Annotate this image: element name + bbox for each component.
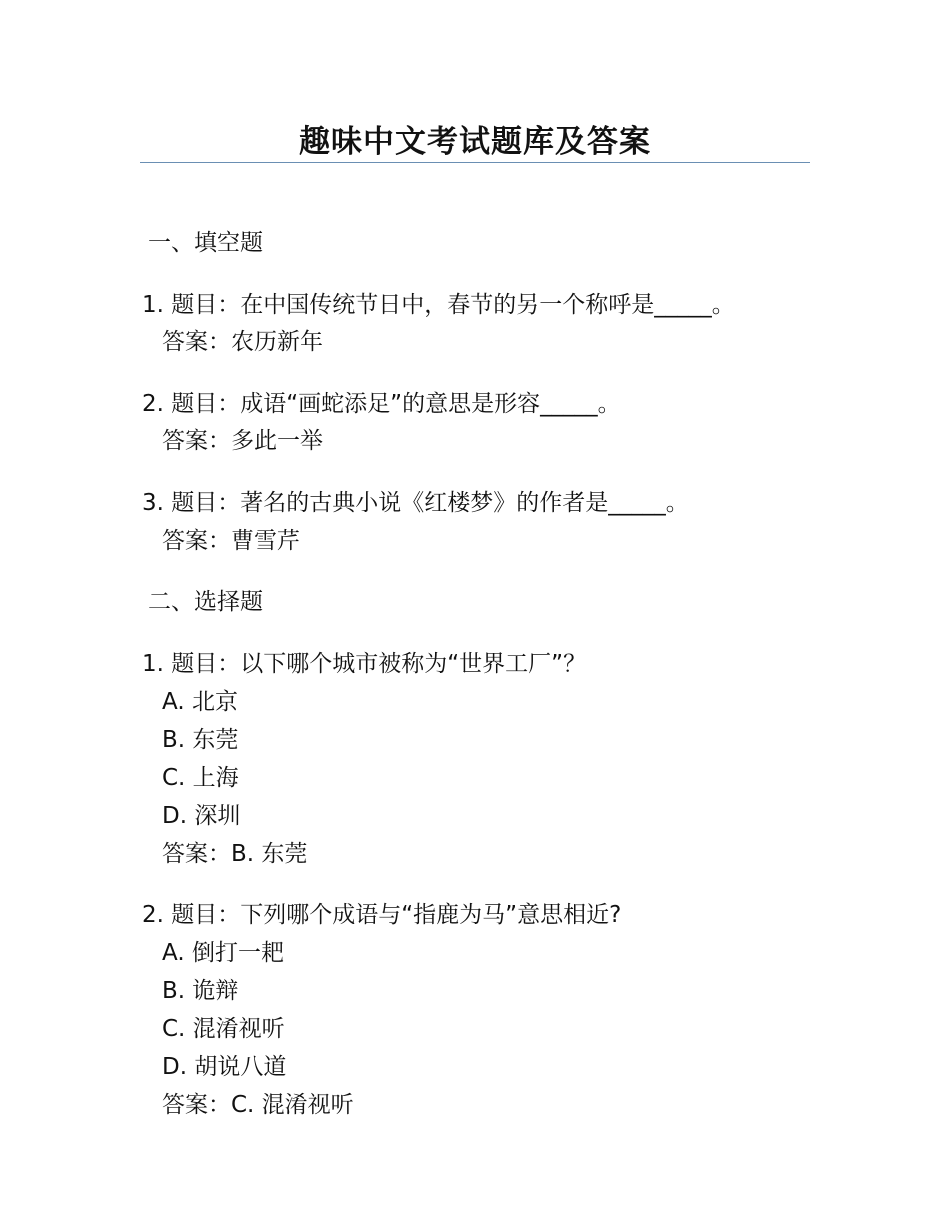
option-d: D. 胡说八道 [162, 1054, 287, 1080]
option-c: C. 混淆视听 [162, 1016, 285, 1042]
title-divider [140, 162, 810, 163]
answer-text: 答案：多此一举 [162, 428, 323, 454]
option-d: D. 深圳 [162, 803, 241, 829]
option-b: B. 东莞 [162, 727, 239, 753]
option-b: B. 诡辩 [162, 978, 239, 1004]
document-title: 趣味中文考试题库及答案 [299, 124, 651, 160]
section-heading-multiple-choice: 二、选择题 [148, 589, 263, 615]
option-c: C. 上海 [162, 765, 239, 791]
answer-text: 答案：C. 混淆视听 [162, 1092, 354, 1118]
question-text: 2. 题目：成语“画蛇添足”的意思是形容_____。 [142, 391, 621, 417]
answer-text: 答案：曹雪芹 [162, 528, 300, 554]
option-a: A. 倒打一耙 [162, 940, 284, 966]
question-text: 1. 题目：以下哪个城市被称为“世界工厂”？ [142, 651, 587, 677]
question-text: 1. 题目：在中国传统节日中，春节的另一个称呼是_____。 [142, 292, 735, 318]
answer-text: 答案：农历新年 [162, 329, 323, 355]
section-heading-fill-blank: 一、填空题 [148, 230, 263, 256]
question-text: 3. 题目：著名的古典小说《红楼梦》的作者是_____。 [142, 490, 689, 516]
question-text: 2. 题目：下列哪个成语与“指鹿为马”意思相近? [142, 902, 622, 928]
option-a: A. 北京 [162, 689, 238, 715]
answer-text: 答案：B. 东莞 [162, 841, 308, 867]
